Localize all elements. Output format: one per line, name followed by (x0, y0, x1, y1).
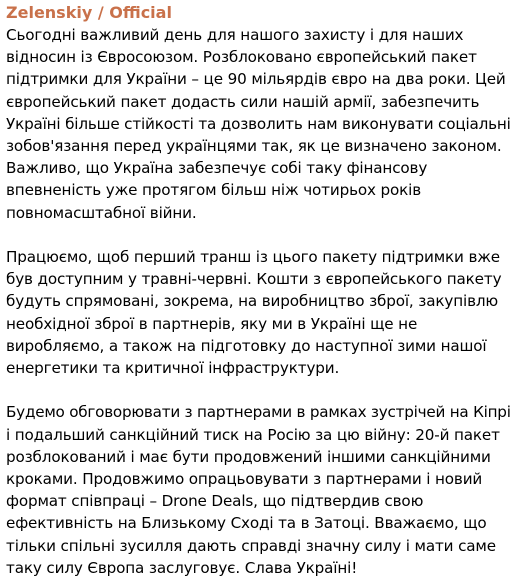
text-line: енергетики та критичної інфраструктури. (6, 359, 340, 378)
text-line: зобов'язання перед українцями так, як це визначено законом. (6, 137, 502, 156)
text-line: кроками. Продовжимо опрацьовувати з партнерами і новий (6, 470, 483, 489)
text-line: виробляємо, а також на підготовку до наступної зими нашої (6, 336, 487, 355)
text-line: тільки спільні зусилля дають справді значну силу і мати саме (6, 536, 496, 555)
text-line: впевненість уже протягом більш ніж чотирьох років (6, 181, 422, 200)
text-line: Важливо, що Україна забезпечує собі таку фінансову (6, 159, 428, 178)
text-line: формат співпраці – Drone Deals, що підтвердив свою (6, 492, 424, 511)
message-paragraph-2 (6, 246, 512, 379)
text-line: таку силу Європа заслуговує. Слава Україні! (6, 558, 358, 577)
text-line: Працюємо, щоб перший транш із цього пакету підтримки вже (6, 248, 500, 267)
text-line: європейський пакет додасть сили нашій армії, забезпечить (6, 92, 480, 111)
text-line: і подальший санкційний тиск на Росію за цю війну: 20-й пакет (6, 425, 500, 444)
text-line: підтримки для України – це 90 мільярдів євро на два роки. Цей (6, 70, 506, 89)
text-line: повномасштабної війни. (6, 203, 197, 222)
text-line: Будемо обговорювати з партнерами в рамках зустрічей на Кіпрі (6, 403, 511, 422)
text-line: необхідної зброї в партнерів, яку ми в Україні ще не (6, 314, 418, 333)
text-line: будуть спрямовані, зокрема, на виробництво зброї, закупівлю (6, 292, 499, 311)
text-line: відносин із Євросоюзом. Розблоковано європейський пакет (6, 48, 477, 67)
text-line: Україні більше стійкості та дозволить нам виконувати соціальні (6, 114, 511, 133)
message-paragraph-1 (6, 24, 512, 224)
channel-name-link[interactable]: Zelenskiy / Official (6, 3, 172, 22)
message-text (6, 24, 512, 579)
text-line: був доступним у травні-червні. Кошти з європейського пакету (6, 270, 502, 289)
text-line: Сьогодні важливий день для нашого захисту і для наших (6, 26, 464, 44)
message-paragraph-3 (6, 401, 512, 579)
text-line: розблокований і має бути продовжений іншими санкційними (6, 447, 491, 466)
text-line: ефективність на Близькому Сході та в Затоці. Вважаємо, що (6, 514, 487, 533)
